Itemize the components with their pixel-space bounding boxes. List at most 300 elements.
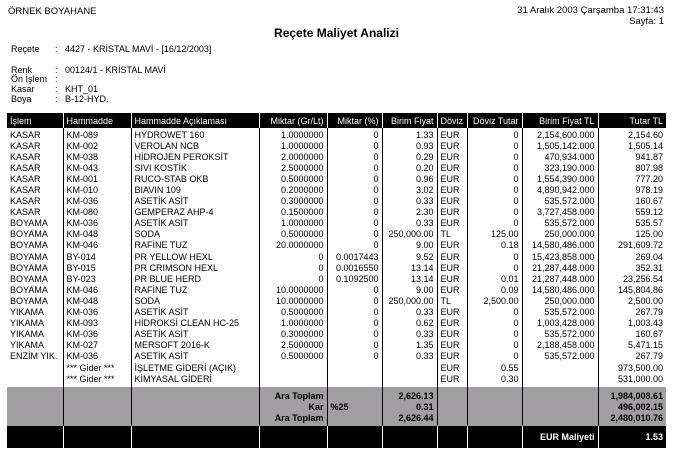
cell-hammadde: KM-036: [63, 329, 131, 340]
cell-doviz: TL: [437, 295, 467, 306]
cell-miktar-pct: 0: [327, 140, 382, 151]
cell-tutar-tl: 978.19: [598, 184, 666, 195]
cell-doviz: EUR: [437, 351, 467, 362]
table-row[interactable]: [7, 373, 666, 387]
report-datetime: [517, 6, 664, 27]
cell-islem: YIKAMA: [10, 340, 45, 351]
cell-birim-fiyat-tl: 14,580,486.000: [522, 240, 598, 251]
cell-doviz: EUR: [437, 273, 467, 284]
cell-doviz: EUR: [437, 307, 467, 318]
cell-doviz: EUR: [437, 251, 467, 262]
cell-birim-fiyat: 0.29: [382, 151, 437, 162]
info-label: Renk: [11, 65, 33, 75]
table-row[interactable]: [7, 196, 666, 207]
cell-hammadde: KM-002: [63, 140, 131, 151]
cell-birim-fiyat: 0.20: [382, 162, 437, 173]
table-row[interactable]: [7, 318, 666, 329]
cell-doviz: EUR: [437, 329, 467, 340]
cell-miktar-gr: 0: [259, 262, 327, 273]
cell-miktar-gr: 2.0000000: [259, 151, 327, 162]
cell-hammadde: BY-023: [63, 273, 131, 284]
cell-doviz-tutar: 0: [467, 218, 522, 229]
table-row[interactable]: [7, 362, 666, 373]
cell-islem: [7, 373, 63, 387]
cell-birim-fiyat-tl: 14,580,486.000: [522, 284, 598, 295]
cell-miktar-gr: 0: [259, 251, 327, 262]
cell-birim-fiyat: [382, 362, 437, 373]
cell-birim-fiyat-tl: 21,287,448.000: [522, 273, 598, 284]
cell-hammadde: *** Gider ***: [63, 373, 131, 387]
cell-tutar-tl: 535.57: [598, 218, 666, 229]
totals-doviz-tutar: 0.31: [382, 401, 437, 412]
cell-tutar-tl: 125.00: [598, 229, 666, 240]
cell-birim-fiyat: 1.33: [382, 128, 437, 140]
info-label: Kasar: [11, 84, 35, 94]
cell-islem: BOYAMA: [10, 218, 48, 229]
totals-tutar-tl: 496,002.15: [598, 401, 666, 412]
cell-birim-fiyat: 9.00: [382, 284, 437, 295]
cell-birim-fiyat-tl: 1,554,390.000: [522, 173, 598, 184]
cell-doviz: EUR: [437, 318, 467, 329]
cell-birim-fiyat-tl: 250,000.000: [522, 229, 598, 240]
info-recete: Reçete : 4427 - KRİSTAL MAVİ - [16/12/2003]: [11, 44, 212, 54]
cell-tutar-tl: 267.79: [598, 307, 666, 318]
col-islem[interactable]: İşlem: [7, 113, 63, 128]
cell-aciklama: İŞLETME GİDERİ (AÇIK): [131, 362, 259, 373]
cell-hammadde: KM-043: [63, 162, 131, 173]
report-title: Reçete Maliyet Analizi: [274, 26, 399, 40]
cell-aciklama: PR CRIMSON HEXL: [131, 262, 259, 273]
table-row[interactable]: [7, 340, 666, 351]
cell-birim-fiyat-tl: 2,188,458.000: [522, 340, 598, 351]
cell-aciklama: RAFİNE TUZ: [131, 284, 259, 295]
cell-miktar-pct: 0: [327, 284, 382, 295]
cell-miktar-gr: 0.5000000: [259, 229, 327, 240]
cell-miktar-gr: 0.5000000: [259, 307, 327, 318]
cell-tutar-tl: 145,804.86: [598, 284, 666, 295]
cell-islem: KASAR: [10, 185, 41, 196]
cell-aciklama: ASETİK ASİT: [131, 218, 259, 229]
cell-tutar-tl: 267.79: [598, 351, 666, 362]
cell-aciklama: ASETİK ASİT: [131, 307, 259, 318]
cell-tutar-tl: 807.98: [598, 162, 666, 173]
cell-miktar-pct: 0.1092500: [327, 273, 382, 284]
cell-birim-fiyat-tl: 535,572.000: [522, 307, 598, 318]
cell-tutar-tl: 291,609.72: [598, 240, 666, 251]
cell-birim-fiyat-tl: 323,190.000: [522, 162, 598, 173]
cell-doviz-tutar: 0: [467, 329, 522, 340]
col-birim-fiyat-tl[interactable]: Birim Fiyat TL: [522, 113, 598, 128]
cell-miktar-pct: [327, 373, 382, 387]
cell-islem: KASAR: [10, 151, 41, 162]
cell-birim-fiyat: 1.35: [382, 340, 437, 351]
cell-hammadde: KM-001: [63, 173, 131, 184]
table-header-row: [7, 113, 666, 128]
cell-islem: BOYAMA: [10, 229, 48, 240]
cell-hammadde: KM-036: [63, 351, 131, 362]
cell-birim-fiyat-tl: 4,890,942.000: [522, 184, 598, 195]
info-boya: Boya : B-12-HYD.: [11, 94, 109, 104]
cell-birim-fiyat-tl: 470,934.000: [522, 151, 598, 162]
cell-miktar-pct: 0: [327, 184, 382, 195]
cell-islem: BOYAMA: [10, 295, 48, 306]
cell-islem: KASAR: [10, 129, 41, 140]
info-value: 00124/1 - KRİSTAL MAVİ: [65, 65, 166, 75]
totals-rate: %25: [327, 401, 382, 412]
cell-aciklama: SODA: [131, 295, 259, 306]
cell-islem: BOYAMA: [10, 240, 48, 251]
info-value: B-12-HYD.: [65, 94, 109, 104]
cell-miktar-pct: 0: [327, 151, 382, 162]
info-renk: Renk : 00124/1 - KRİSTAL MAVİ: [11, 65, 166, 75]
cell-birim-fiyat-tl: 3,727,458.000: [522, 207, 598, 218]
table-row[interactable]: [7, 173, 666, 184]
cell-birim-fiyat: 0.93: [382, 140, 437, 151]
cell-miktar-gr: [259, 373, 327, 387]
cell-hammadde: BY-015: [63, 262, 131, 273]
table-row[interactable]: [7, 140, 666, 151]
col-hammadde[interactable]: Hammadde: [63, 113, 131, 128]
cell-miktar-gr: 0.3000000: [259, 196, 327, 207]
cell-birim-fiyat: 0.33: [382, 307, 437, 318]
totals-row: [7, 387, 666, 401]
col-doviz-tutar[interactable]: Döviz Tutar: [467, 113, 522, 128]
totals-doviz-tutar: 2,626.44: [382, 412, 437, 426]
cell-hammadde: KM-048: [63, 295, 131, 306]
table-row[interactable]: [7, 251, 666, 262]
cell-hammadde: BY-014: [63, 251, 131, 262]
cell-miktar-pct: 0: [327, 318, 382, 329]
table-row[interactable]: [7, 151, 666, 162]
cell-birim-fiyat: 0.62: [382, 318, 437, 329]
cell-doviz-tutar: 0.30: [467, 373, 522, 387]
info-label: Boya: [11, 94, 32, 104]
cell-aciklama: BIAVIN 109: [131, 184, 259, 195]
table-row[interactable]: [7, 284, 666, 295]
cell-miktar-pct: 0.0016550: [327, 262, 382, 273]
cell-doviz: EUR: [437, 262, 467, 273]
cell-aciklama: SODA: [131, 229, 259, 240]
cell-doviz: EUR: [437, 340, 467, 351]
table-row[interactable]: [7, 229, 666, 240]
cell-doviz-tutar: 0: [467, 251, 522, 262]
cell-doviz-tutar: 0: [467, 128, 522, 140]
cell-birim-fiyat: 3.02: [382, 184, 437, 195]
cell-miktar-gr: 0.2000000: [259, 184, 327, 195]
cell-miktar-pct: 0: [327, 196, 382, 207]
cell-doviz: EUR: [437, 184, 467, 195]
footer-section: [7, 426, 666, 448]
cell-islem: [7, 362, 63, 373]
cell-doviz-tutar: 0: [467, 351, 522, 362]
cell-hammadde: KM-036: [63, 196, 131, 207]
cell-miktar-gr: 0.1500000: [259, 207, 327, 218]
totals-label: Ara Toplam: [259, 412, 327, 426]
cell-doviz: EUR: [437, 218, 467, 229]
table-row[interactable]: [7, 351, 666, 362]
cell-birim-fiyat: 250,000.00: [382, 229, 437, 240]
cell-doviz-tutar: 0.18: [467, 240, 522, 251]
report-date: 31 Aralık 2003 Çarşamba 17:31:43: [517, 5, 664, 16]
cell-doviz-tutar: 125.00: [467, 229, 522, 240]
cell-doviz-tutar: 0: [467, 184, 522, 195]
table-row[interactable]: [7, 184, 666, 195]
cell-miktar-gr: 1.0000000: [259, 140, 327, 151]
table-row[interactable]: [7, 128, 666, 140]
cell-aciklama: PR YELLOW HEXL: [131, 251, 259, 262]
cell-tutar-tl: 941.87: [598, 151, 666, 162]
cell-birim-fiyat: 250,000.00: [382, 295, 437, 306]
cell-doviz-tutar: 2,500.00: [467, 295, 522, 306]
cell-birim-fiyat: 13.14: [382, 273, 437, 284]
cell-doviz: EUR: [437, 207, 467, 218]
cell-aciklama: ASETİK ASİT: [131, 351, 259, 362]
cell-doviz-tutar: 0: [467, 207, 522, 218]
totals-tutar-tl: 1,984,008.61: [598, 387, 666, 401]
cell-islem: BOYAMA: [10, 262, 48, 273]
cell-tutar-tl: 1,505.14: [598, 140, 666, 151]
cell-doviz-tutar: 0: [467, 262, 522, 273]
cell-aciklama: HİDROJEN PEROKSİT: [131, 151, 259, 162]
cell-miktar-pct: [327, 362, 382, 373]
cell-hammadde: KM-089: [63, 128, 131, 140]
cell-birim-fiyat-tl: 2,154,600.000: [522, 128, 598, 140]
footer-row: [7, 426, 666, 448]
cell-islem: BOYAMA: [10, 251, 48, 262]
cell-miktar-gr: 10.0000000: [259, 295, 327, 306]
cell-doviz: EUR: [437, 162, 467, 173]
cell-miktar-pct: 0: [327, 351, 382, 362]
cell-islem: KASAR: [10, 162, 41, 173]
cell-islem: KASAR: [10, 196, 41, 207]
cell-islem: KASAR: [10, 140, 41, 151]
cell-miktar-pct: 0.0017443: [327, 251, 382, 262]
col-miktar-pct[interactable]: Miktar (%): [327, 113, 382, 128]
cell-miktar-gr: 10.0000000: [259, 284, 327, 295]
cell-islem: KASAR: [10, 173, 41, 184]
cell-miktar-gr: 0.5000000: [259, 173, 327, 184]
cell-miktar-pct: 0: [327, 340, 382, 351]
cell-birim-fiyat: 0.33: [382, 329, 437, 340]
col-doviz[interactable]: Döviz: [437, 113, 467, 128]
info-label: Ön İşlem: [11, 74, 48, 84]
col-birim-fiyat[interactable]: Birim Fiyat: [382, 113, 437, 128]
cell-miktar-gr: 20.0000000: [259, 240, 327, 251]
cell-doviz: EUR: [437, 373, 467, 387]
cell-aciklama: HYDROWET 160: [131, 128, 259, 140]
cell-miktar-pct: 0: [327, 218, 382, 229]
cell-miktar-gr: [259, 362, 327, 373]
info-value: 4427 - KRİSTAL MAVİ - [16/12/2003]: [65, 44, 212, 54]
cell-aciklama: PR BLUE HERD: [131, 273, 259, 284]
cell-birim-fiyat-tl: 535,572.000: [522, 196, 598, 207]
cell-doviz-tutar: 0: [467, 173, 522, 184]
cell-tutar-tl: 23,256.54: [598, 273, 666, 284]
cell-tutar-tl: 2,154.60: [598, 128, 666, 140]
cell-tutar-tl: 777.20: [598, 173, 666, 184]
cell-aciklama: GEMPERAZ AHP-4: [131, 207, 259, 218]
cell-miktar-pct: 0: [327, 128, 382, 140]
cell-birim-fiyat: 2.30: [382, 207, 437, 218]
cell-birim-fiyat-tl: 1,505,142.000: [522, 140, 598, 151]
cell-birim-fiyat-tl: 535,572.000: [522, 329, 598, 340]
col-miktar-gr[interactable]: Miktar (Gr/Lt): [259, 113, 327, 128]
table-row[interactable]: [7, 240, 666, 251]
cell-islem: KASAR: [10, 207, 41, 218]
table-row[interactable]: [7, 307, 666, 318]
cell-birim-fiyat-tl: 21,287,448.000: [522, 262, 598, 273]
totals-label: Ara Toplam: [259, 387, 327, 401]
cell-miktar-pct: 0: [327, 229, 382, 240]
cell-birim-fiyat: 9.52: [382, 251, 437, 262]
cell-doviz: TL: [437, 229, 467, 240]
totals-section: [7, 387, 666, 426]
cell-aciklama: ASETİK ASİT: [131, 329, 259, 340]
cell-tutar-tl: 559.12: [598, 207, 666, 218]
cell-doviz: EUR: [437, 151, 467, 162]
cell-aciklama: RUCO-STAB OKB: [131, 173, 259, 184]
cell-hammadde: KM-093: [63, 318, 131, 329]
cell-aciklama: RAFİNE TUZ: [131, 240, 259, 251]
cell-doviz: EUR: [437, 140, 467, 151]
cell-tutar-tl: 269.04: [598, 251, 666, 262]
footer-label: EUR Maliyeti: [522, 426, 598, 448]
totals-label: Kar: [259, 401, 327, 412]
cell-doviz-tutar: 0: [467, 340, 522, 351]
cell-doviz-tutar: 0.09: [467, 284, 522, 295]
cell-miktar-gr: 1.0000000: [259, 128, 327, 140]
cell-birim-fiyat: 0.33: [382, 351, 437, 362]
cell-doviz: EUR: [437, 128, 467, 140]
cell-birim-fiyat-tl: [522, 373, 598, 387]
page-number: 1: [658, 15, 664, 27]
table-row[interactable]: [7, 295, 666, 306]
table-body: [7, 128, 666, 387]
cell-aciklama: MERSOFT 2016-K: [131, 340, 259, 351]
cell-miktar-gr: 1.0000000: [259, 218, 327, 229]
cell-islem: YIKAMA: [10, 329, 45, 340]
cell-doviz: EUR: [437, 362, 467, 373]
cell-doviz: EUR: [437, 173, 467, 184]
cell-hammadde: KM-038: [63, 151, 131, 162]
totals-row: [7, 401, 666, 412]
cell-doviz-tutar: 0.01: [467, 273, 522, 284]
cell-islem: ENZİM YIK.: [10, 351, 58, 362]
cell-tutar-tl: 2,500.00: [598, 295, 666, 306]
cell-miktar-pct: 0: [327, 307, 382, 318]
col-aciklama[interactable]: Hammadde Açıklaması: [131, 113, 259, 128]
cell-birim-fiyat-tl: 1,003,428.000: [522, 318, 598, 329]
cell-tutar-tl: 160.67: [598, 329, 666, 340]
cell-tutar-tl: 531,000.00: [598, 373, 666, 387]
info-kasar: Kasar : KHT_01: [11, 84, 99, 94]
cell-doviz-tutar: 0: [467, 196, 522, 207]
totals-doviz-tutar: 2,626.13: [382, 387, 437, 401]
cell-doviz-tutar: 0: [467, 151, 522, 162]
cell-birim-fiyat-tl: 15,423,858.000: [522, 251, 598, 262]
table-row[interactable]: [7, 262, 666, 273]
cell-hammadde: KM-048: [63, 229, 131, 240]
cell-miktar-pct: 0: [327, 295, 382, 306]
table-row[interactable]: [7, 218, 666, 229]
cell-birim-fiyat-tl: 535,572.000: [522, 218, 598, 229]
table-row[interactable]: [7, 162, 666, 173]
cell-birim-fiyat: 0.96: [382, 173, 437, 184]
info-label: Reçete: [11, 44, 40, 54]
cell-doviz: EUR: [437, 196, 467, 207]
col-tutar-tl[interactable]: Tutar TL: [598, 113, 666, 128]
totals-row: [7, 412, 666, 426]
cell-aciklama: HİDROKSİ CLEAN HC-25: [131, 318, 259, 329]
cell-aciklama: KİMYASAL GİDERİ: [131, 373, 259, 387]
cell-hammadde: KM-010: [63, 184, 131, 195]
cell-birim-fiyat-tl: 535,572.000: [522, 351, 598, 362]
cell-miktar-gr: 0.5000000: [259, 351, 327, 362]
cell-birim-fiyat-tl: 250,000.000: [522, 295, 598, 306]
cell-miktar-pct: 0: [327, 329, 382, 340]
table-row[interactable]: [7, 207, 666, 218]
totals-rate: [327, 412, 382, 426]
cell-hammadde: KM-080: [63, 207, 131, 218]
cell-tutar-tl: 160.67: [598, 196, 666, 207]
cell-hammadde: KM-036: [63, 218, 131, 229]
cell-hammadde: *** Gider ***: [63, 362, 131, 373]
cell-miktar-gr: 0.3000000: [259, 329, 327, 340]
cell-tutar-tl: 973,500.00: [598, 362, 666, 373]
cell-miktar-pct: 0: [327, 173, 382, 184]
cell-doviz-tutar: 0.55: [467, 362, 522, 373]
cell-doviz: EUR: [437, 284, 467, 295]
cell-islem: YIKAMA: [10, 318, 45, 329]
page-label: Sayfa:: [629, 15, 657, 27]
cell-miktar-gr: 2.5000000: [259, 162, 327, 173]
cell-hammadde: KM-027: [63, 340, 131, 351]
cell-aciklama: VEROLAN NCB: [131, 140, 259, 151]
cell-miktar-gr: 0: [259, 273, 327, 284]
cell-aciklama: SIVI KOSTİK: [131, 162, 259, 173]
cell-tutar-tl: 5,471.15: [598, 340, 666, 351]
cell-hammadde: KM-046: [63, 284, 131, 295]
table-row[interactable]: [7, 329, 666, 340]
cell-tutar-tl: 1,003.43: [598, 318, 666, 329]
cell-birim-fiyat: 0.33: [382, 196, 437, 207]
cell-miktar-pct: 0: [327, 240, 382, 251]
cell-birim-fiyat: 9.00: [382, 240, 437, 251]
cell-islem: BOYAMA: [10, 284, 48, 295]
cell-doviz: EUR: [437, 240, 467, 251]
cell-hammadde: KM-036: [63, 307, 131, 318]
info-on-islem: Ön İşlem :: [11, 74, 58, 84]
cell-hammadde: KM-046: [63, 240, 131, 251]
cell-miktar-pct: 0: [327, 162, 382, 173]
company-name: ÖRNEK BOYAHANE: [8, 6, 97, 17]
cell-doviz-tutar: 0: [467, 307, 522, 318]
cell-aciklama: ASETİK ASİT: [131, 196, 259, 207]
totals-tutar-tl: 2,480,010.76: [598, 412, 666, 426]
cell-miktar-gr: 1.0000000: [259, 318, 327, 329]
totals-rate: [327, 387, 382, 401]
cell-tutar-tl: 352.31: [598, 262, 666, 273]
table-row[interactable]: [7, 273, 666, 284]
cell-birim-fiyat: 13.14: [382, 262, 437, 273]
cell-islem: BOYAMA: [10, 273, 48, 284]
cell-miktar-gr: 2.5000000: [259, 340, 327, 351]
cell-doviz-tutar: 0: [467, 318, 522, 329]
cell-islem: YIKAMA: [10, 307, 45, 318]
footer-value: 1.53: [598, 426, 666, 448]
cell-doviz-tutar: 0: [467, 140, 522, 151]
info-value: KHT_01: [65, 84, 99, 94]
